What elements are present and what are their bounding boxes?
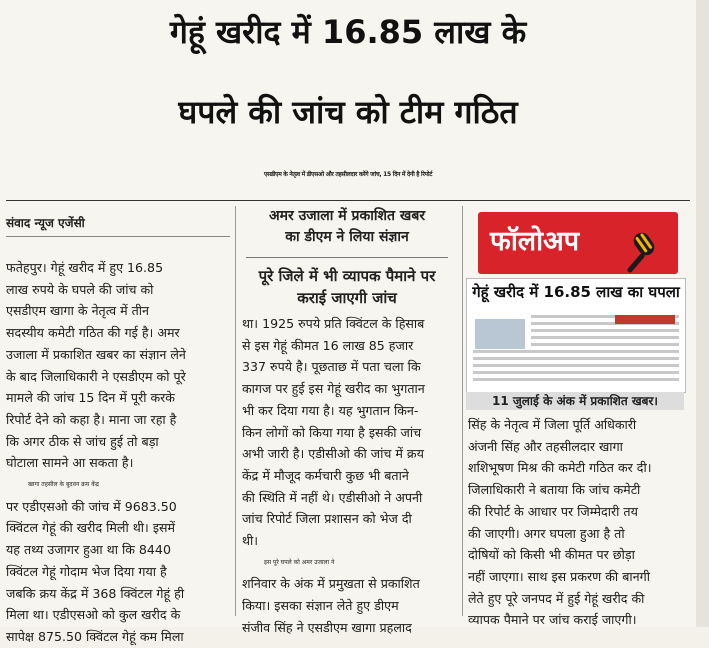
article-line: सिंह के नेतृत्व में जिला पूर्ति अधिकारी [468, 417, 637, 432]
article-line: शनिवार के अंक में प्रमुखता से प्रकाशित [242, 576, 420, 592]
article-line: व्यापक पैमाने पर जांच कराई जाएगी। [468, 612, 637, 628]
kicker-rule [246, 257, 448, 258]
article-line: की रिपोर्ट के आधार पर जिम्मेदारी तय [468, 503, 638, 519]
article-line: से इस गेहूं कीमत 16 लाख 85 हजार [242, 337, 414, 353]
article-line: इस पूरे घपले को अमर उजाला ने [264, 558, 335, 566]
article-line: पर एडीएसओ की जांच में 9683.50 [6, 498, 177, 514]
article-line: 337 रुपये है। पूछताछ में पता चला कि [242, 359, 421, 375]
article-line: क्विंटल गेहूं की खरीद मिली थी। इसमें [6, 520, 176, 536]
article-line: यह तथ्य उजागर हुआ था कि 8440 [6, 542, 171, 558]
article-line: किया। इसका संज्ञान लेते हुए डीएम [242, 598, 399, 614]
article-line: लेते हुए पूरे जनपद में हुई गेहूं खरीद की [468, 590, 645, 606]
kicker [238, 206, 456, 248]
article-line: मामले की जांच 15 दिन में पूरी करके [6, 390, 175, 406]
kicker-line-2: का डीएम ने लिया संज्ञान [285, 229, 409, 245]
headline-line-2: घपले की जांच को टीम गठित [178, 93, 518, 131]
microphone-icon [622, 230, 666, 274]
deck: एसडीएम के नेतृत्व में डीएसओ और तहसीलदार करेंगे जांच, 15 दिन में देनी है रिपोर्ट [263, 171, 433, 178]
article-line: सदस्यीय कमेटी गठित की गई है। अमर [6, 325, 180, 341]
clipping-headline: गेहूं खरीद में 16.85 लाख का घपला [472, 283, 680, 301]
article-line: जिलाधिकारी ने बताया कि जांच कमेटी [468, 482, 641, 498]
subhead [238, 265, 456, 309]
article-line: उजाला में प्रकाशित खबर का संज्ञान लेने [6, 346, 186, 362]
article-line: की जाएगी। अगर घपला हुआ है तो [468, 525, 625, 541]
clipping-photo [475, 319, 525, 349]
article-line: फतेहपुर। गेहूं खरीद में हुए 16.85 [6, 260, 164, 275]
article-column-1 [6, 257, 228, 648]
article-column-2 [242, 313, 456, 639]
article-line: खागा तहसील के बुदवन क्रय केंद्र [28, 481, 99, 489]
byline-rule [6, 236, 230, 237]
article-line: लाख रुपये के घपले की जांच को [6, 281, 154, 297]
article-line: किन लोगों को किया गया है इसकी जांच [242, 424, 422, 440]
article-line: संजीव सिंह ने एसडीएम खागा प्रहलाद [242, 619, 412, 635]
clipping-caption: 11 जुलाई के अंक में प्रकाशित खबर। [466, 392, 684, 410]
article-line: दोषियों को किसी भी कीमत पर छोड़ा [468, 547, 635, 563]
article-line: क्विंटल गेहूं गोदाम भेज दिया गया है [6, 563, 167, 579]
article-line: जबकि क्रय केंद्र में 368 क्विंटल गेहूं ही [6, 585, 185, 601]
article-line: था। 1925 रुपये प्रति क्विंटल के हिसाब [242, 316, 425, 331]
article-line: की स्थिति में नहीं थे। एडीसीओ ने अपनी [242, 489, 423, 505]
article-line: कि अगर ठीक से जांच हुई तो बड़ा [6, 433, 159, 449]
headline-line-1: गेहूं खरीद में 16.85 लाख के [169, 13, 527, 51]
clipping-image [466, 278, 686, 393]
deck-rule [6, 200, 690, 201]
column-divider-2 [462, 206, 463, 616]
followup-badge [478, 212, 678, 274]
article-line: घोटाला सामने आ सकता है। [6, 455, 134, 471]
article-line: सापेक्ष 875.50 क्विंटल गेहूं कम मिला [6, 628, 184, 644]
byline: संवाद न्यूज एजेंसी [6, 216, 85, 230]
article-line: अंजनी सिंह और तहसीलदार खागा [468, 438, 623, 454]
article-line: थी। [242, 533, 259, 549]
article-line: मिला था। एडीएसओ को कुल खरीद के [6, 607, 181, 623]
article-line: अभी जारी है। एडीसीओ की जांच में क्रय [242, 446, 424, 462]
subhead-line-1: पूरे जिले में भी व्यापक पैमाने पर [258, 267, 436, 285]
article-line: जांच रिपोर्ट जिला प्रशासन को भेज दी [242, 511, 412, 527]
article-line: नहीं जाएगा। साथ इस प्रकरण की बानगी [468, 568, 650, 584]
subhead-line-2: कराई जाएगी जांच [297, 289, 397, 307]
clipping-badge [615, 315, 675, 324]
article-line: रिपोर्ट देने को कहा है। माना जा रहा है [6, 411, 177, 427]
article-line: के बाद जिलाधिकारी ने एसडीएम को पूरे [6, 368, 186, 384]
article-line: एसडीएम खागा के नेतृत्व में तीन [6, 303, 150, 319]
column-divider-1 [235, 206, 236, 616]
adjacent-page-edge [696, 0, 709, 627]
article-line: भी कर दिया गया है। यह भुगतान किन- [242, 402, 419, 418]
kicker-line-1: अमर उजाला में प्रकाशित खबर [268, 208, 426, 224]
article-line: शशिभूषण मिश्र की कमेटी गठित कर दी। [468, 460, 652, 476]
article-line: कागज पर हुई इस गेहूं खरीद का भुगतान [242, 381, 425, 397]
article-column-3 [468, 414, 684, 631]
article-line: केंद्र में मौजूद कर्मचारी कुछ भी बताने [242, 467, 409, 483]
followup-label: फॉलोअप [490, 226, 580, 257]
